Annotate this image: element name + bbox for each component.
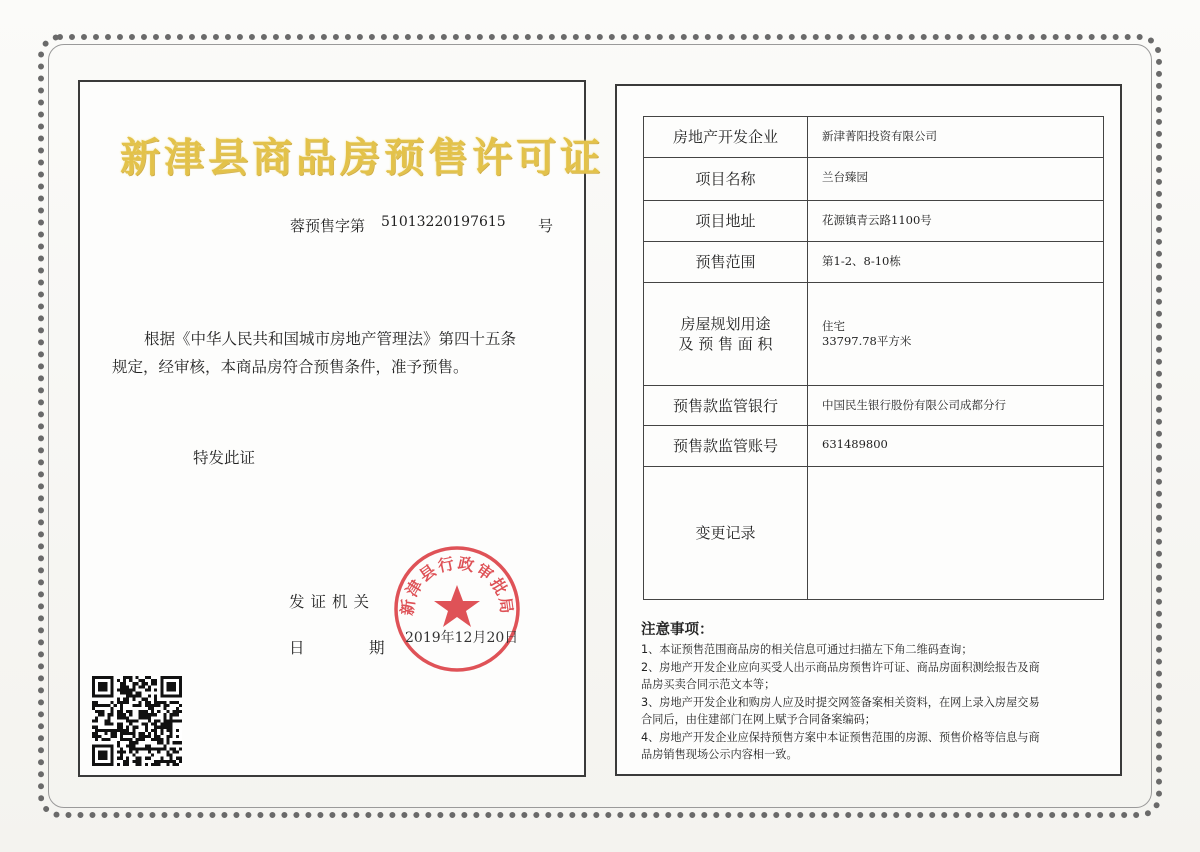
- supervising-account-value: 631489800: [808, 426, 1104, 467]
- qr-code-icon: [92, 676, 182, 766]
- supervising-bank-value: 中国民生银行股份有限公司成都分行: [808, 386, 1104, 426]
- supervising-bank-label: 预售款监管银行: [644, 386, 808, 426]
- note-line: 合同后，由住建部门在网上赋予合同备案编码；: [641, 713, 876, 726]
- date-label-day: 日: [289, 639, 305, 657]
- note-line: 3、房地产开发企业和购房人应及时提交网签备案相关资料，在网上录入房屋交易: [641, 695, 1040, 709]
- project-info-table: [643, 116, 1104, 600]
- seal-text: 新津县行政审批局: [397, 553, 517, 617]
- note-line: 2、房地产开发企业应向买受人出示商品房预售许可证、商品房面积测绘报告及商: [641, 660, 1040, 674]
- table-row-developer: [644, 117, 1104, 158]
- supervising-account-label: 预售款监管账号: [644, 426, 808, 467]
- special-note: 特发此证: [193, 449, 256, 467]
- approval-statement-line1: 根据《中华人民共和国城市房地产管理法》第四十五条: [144, 330, 517, 348]
- seal-star-icon: [434, 585, 480, 627]
- table-row-change-record: [644, 467, 1104, 600]
- change-record-label: 变更记录: [644, 467, 808, 600]
- official-seal: [391, 543, 523, 675]
- project-name-value: 兰台臻园: [808, 158, 1104, 201]
- date-label-period: 期: [369, 639, 385, 657]
- presale-scope-label: 预售范围: [644, 242, 808, 283]
- note-line: 品房销售现场公示内容相一致。: [641, 748, 798, 761]
- project-address-label: 项目地址: [644, 201, 808, 242]
- table-row-project-address: [644, 201, 1104, 242]
- developer-value: 新津菁阳投资有限公司: [808, 117, 1104, 158]
- issuer-label: 发证机关: [289, 593, 376, 611]
- notes-list: [641, 641, 1109, 764]
- developer-label: 房地产开发企业: [644, 117, 808, 158]
- note-line: 4、房地产开发企业应保持预售方案中本证预售范围的房源、预售价格等信息与商: [641, 730, 1040, 744]
- permit-suffix: 号: [538, 217, 554, 235]
- note-line: 品房买卖合同示范文本等；: [641, 678, 776, 691]
- project-name-label: 项目名称: [644, 158, 808, 201]
- note-line: 1、本证预售范围商品房的相关信息可通过扫描左下角二维码查询；: [641, 643, 973, 656]
- project-address-value: 花源镇青云路1100号: [808, 201, 1104, 242]
- presale-scope-value: 第1-2、8-10栋: [808, 242, 1104, 283]
- usage-area-label: [644, 283, 808, 386]
- change-record-value: [808, 467, 1104, 600]
- usage-value: 住宅: [822, 319, 845, 333]
- table-row-supervising-account: [644, 426, 1104, 467]
- issue-date: 2019年12月20日: [405, 630, 519, 646]
- area-value: 33797.78平方米: [822, 334, 912, 348]
- usage-area-label-line1: 房屋规划用途: [680, 315, 771, 333]
- approval-statement: [112, 325, 562, 381]
- table-row-usage-area: [644, 283, 1104, 386]
- table-row-supervising-bank: [644, 386, 1104, 426]
- approval-statement-line2: 规定，经审核，本商品房符合预售条件，准予预售。: [112, 358, 469, 376]
- certificate-title: 新津县商品房预售许可证: [120, 134, 604, 181]
- usage-area-value: [808, 283, 1104, 386]
- permit-prefix: 蓉预售字第: [290, 217, 366, 235]
- table-row-presale-scope: [644, 242, 1104, 283]
- permit-number: 51013220197615: [381, 214, 506, 230]
- notes-title: 注意事项：: [641, 622, 714, 638]
- usage-area-label-line2: 及 预 售 面 积: [678, 335, 773, 353]
- table-row-project-name: [644, 158, 1104, 201]
